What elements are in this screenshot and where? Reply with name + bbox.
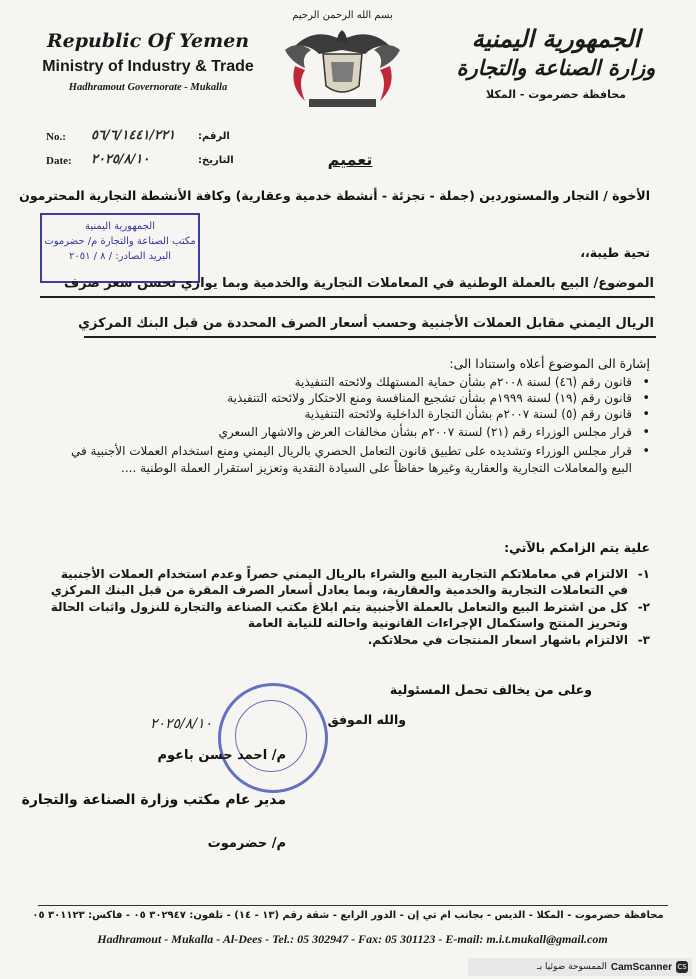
reference-number-row bbox=[46, 128, 266, 143]
obligation-number: ١- bbox=[637, 567, 650, 581]
closing-responsibility: وعلى من يخالف تحمل المسئولية bbox=[389, 682, 592, 697]
reference-item: • قانون رقم (٥) لسنة ٢٠٠٧م بشأن التجارة الداخلية ولائحته التنفيذية bbox=[50, 407, 650, 422]
reference-item: • قرار مجلس الوزراء وتشديده على تطبيق قانون التعامل الحصري بالريال اليمني ومنع استخدام العملات الأجنبية في البيع والمعاملات التجارية والعقارية وغيرها حفاظاً على السيادة النقدية وتعزيز استقرار العملة الوطنية .... bbox=[50, 443, 650, 477]
obligation-number: ٢- bbox=[637, 600, 650, 614]
stamp-line-2: مكتب الصناعة والتجارة م/ حضرموت bbox=[44, 236, 196, 247]
obligation-text: الالتزام في معاملاتكم التجارية البيع والشراء بالريال اليمني حصراً وعدم استخدام العملات الأجنبية في التعاملات التجارية والخدمية والعقارية، وبما يعادل أسعار الصرف المقرة من قبل البنك المركزي bbox=[50, 567, 628, 597]
camscanner-text: الممسوحة ضوئيا بـ bbox=[537, 962, 607, 972]
subject-line-1: الموضوع/ البيع بالعملة الوطنية في المعاملات التجارية والخدمية وبما يوازي تحسن سعر صرف bbox=[64, 276, 654, 291]
obligation-intro: علية يتم الزامكم بالآتي: bbox=[504, 540, 650, 555]
header-en-ministry: Ministry of Industry & Trade bbox=[42, 58, 254, 75]
footer-divider bbox=[38, 905, 668, 906]
obligation-item bbox=[50, 566, 650, 598]
date-value: ٢٠٢٥/٨/١٠ bbox=[91, 152, 150, 167]
subject-underline-2 bbox=[84, 336, 656, 338]
obligations-list bbox=[50, 566, 650, 649]
date-label: Date: bbox=[46, 155, 72, 167]
subject-line-2: الريال اليمني مقابل العملات الأجنبية وحسب أسعار الصرف المحددة من قبل البنك المركزي bbox=[78, 316, 654, 331]
reference-intro: إشارة الى الموضوع أعلاه واستنادا الى: bbox=[449, 356, 650, 371]
references-list bbox=[50, 375, 650, 478]
signature-date: ٢٠٢٥/٨/١٠ bbox=[150, 716, 213, 732]
basmala-text: بسم الله الرحمن الرحيم bbox=[292, 10, 393, 21]
greeting-line: تحية طيبة،، bbox=[580, 245, 650, 260]
obligation-number: ٣- bbox=[637, 633, 650, 647]
no-value: ٥٦/٦/١٤٤١/٢٢١ bbox=[91, 128, 176, 143]
outgoing-mail-stamp bbox=[40, 213, 200, 283]
header-english bbox=[28, 30, 268, 93]
camscanner-logo-icon: CS bbox=[677, 963, 687, 971]
addressee-line: الأخوة / التجار والمستوردين (جملة - تجزئة - أنشطة خدمية وعقارية) وكافة الأنشطة التجارية المحترمون bbox=[19, 188, 650, 203]
document-title: تعميم bbox=[327, 150, 373, 169]
header-ar-country: الجمهورية اليمنية bbox=[471, 24, 641, 53]
obligation-item bbox=[50, 632, 650, 648]
stamp-line-3: البريد الصادر: / ٨ / ٢٠٥١ bbox=[68, 251, 172, 262]
footer-arabic-address: محافظة حضرموت - المكلا - الديس - بجانب ام تي إن - الدور الرابع - شقة رقم (١٣ - ١٤) - تلفون: ٣٠٢٩٤٧ ٠٥ - فاكس: ٣٠١١٢٣ ٠٥ bbox=[32, 910, 664, 921]
camscanner-watermark bbox=[468, 958, 692, 976]
date-row bbox=[46, 152, 266, 167]
date-ar-label: التاريخ: bbox=[198, 155, 234, 166]
stamp-line-1: الجمهورية اليمنية bbox=[84, 221, 155, 232]
subject-underline-1 bbox=[40, 296, 655, 298]
reference-item: • قانون رقم (١٩) لسنة ١٩٩٩م بشأن تشجيع المنافسة ومنع الاحتكار ولائحته التنفيذية bbox=[50, 391, 650, 406]
official-seal bbox=[218, 683, 328, 793]
closing-blessing: والله الموفق bbox=[327, 712, 406, 727]
header-ar-governorate: محافظة حضرموت - المكلا bbox=[486, 88, 626, 101]
camscanner-name: CamScanner bbox=[610, 961, 672, 973]
signatory-title: مدير عام مكتب وزارة الصناعة والتجارة bbox=[21, 792, 286, 808]
reference-item: • قانون رقم (٤٦) لسنة ٢٠٠٨م بشأن حماية المستهلك ولائحته التنفيذية bbox=[50, 375, 650, 390]
signatory-place: م/ حضرموت bbox=[207, 836, 286, 851]
obligation-text: الالتزام باشهار اسعار المنتجات في محلاتكم. bbox=[367, 633, 628, 647]
no-ar-label: الرقم: bbox=[198, 131, 230, 142]
signatory-name: م/ احمد حسن باعوم bbox=[157, 748, 286, 763]
header-en-governorate: Hadhramout Governorate - Mukalla bbox=[68, 82, 228, 93]
header-ar-ministry: وزارة الصناعة والتجارة bbox=[456, 55, 656, 80]
no-label: No.: bbox=[46, 131, 66, 143]
header-en-country: Republic Of Yemen bbox=[46, 30, 250, 52]
reference-item: • قرار مجلس الوزراء رقم (٢١) لسنة ٢٠٠٧م بشأن مخالفات العرض والاشهار السعري bbox=[50, 425, 650, 440]
yemen-emblem-icon bbox=[275, 6, 410, 118]
footer-english-address: Hadhramout - Mukalla - Al-Dees - Tel.: 05 302947 - Fax: 05 301123 - E-mail: m.i.t.mukall@gmail.com bbox=[97, 932, 608, 946]
obligation-text: كل من اشترط البيع والتعامل بالعملة الأجنبية يتم ابلاغ مكتب الصناعة والتجارة للنزول واثبات الحالة وتحريز المنتج واستكمال الإجراءات القانونية واحالته للنيابة العامة bbox=[50, 600, 628, 630]
header-arabic bbox=[456, 24, 656, 101]
obligation-item bbox=[50, 599, 650, 631]
